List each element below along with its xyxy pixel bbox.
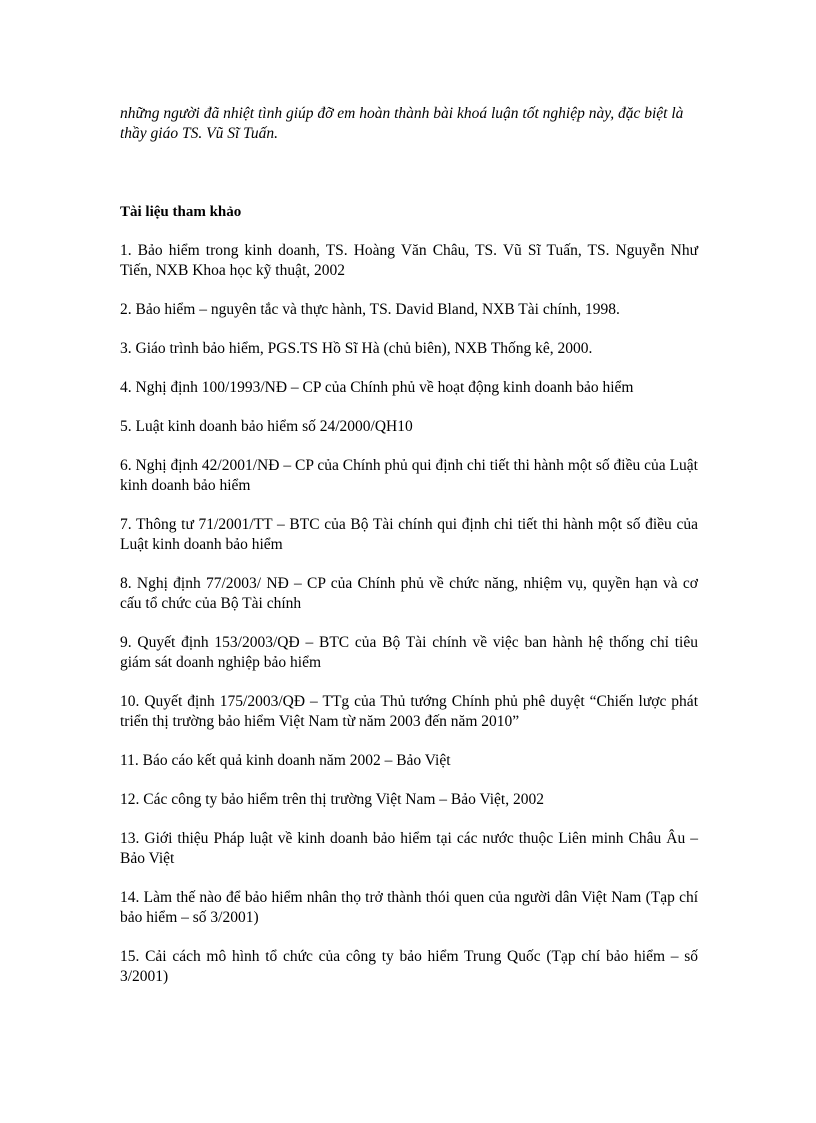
reference-item-5: 5. Luật kinh doanh bảo hiểm số 24/2000/QH10 bbox=[120, 418, 413, 435]
reference-item-1: 1. Bảo hiểm trong kinh doanh, TS. Hoàng Văn Châu, TS. Vũ Sĩ Tuấn, TS. Nguyễn Như Tiến, NXB Khoa học kỹ thuật, 2002 bbox=[120, 242, 698, 279]
reference-item-8: 8. Nghị định 77/2003/ NĐ – CP của Chính phủ về chức năng, nhiệm vụ, quyền hạn và cơ cấu tổ chức của Bộ Tài chính bbox=[120, 575, 698, 612]
reference-item-10: 10. Quyết định 175/2003/QĐ – TTg của Thủ tướng Chính phủ phê duyệt “Chiến lược phát triển thị trường bảo hiểm Việt Nam từ năm 2003 đến năm 2010” bbox=[120, 693, 698, 730]
reference-item-9: 9. Quyết định 153/2003/QĐ – BTC của Bộ Tài chính về việc ban hành hệ thống chỉ tiêu giám sát doanh nghiệp bảo hiểm bbox=[120, 634, 698, 671]
reference-item-2: 2. Bảo hiểm – nguyên tắc và thực hành, TS. David Bland, NXB Tài chính, 1998. bbox=[120, 301, 620, 318]
reference-item-11: 11. Báo cáo kết quả kinh doanh năm 2002 – Bảo Việt bbox=[120, 752, 451, 769]
reference-item-6: 6. Nghị định 42/2001/NĐ – CP của Chính phủ qui định chi tiết thi hành một số điều của Luật kinh doanh bảo hiểm bbox=[120, 457, 698, 494]
intro-paragraph: những người đã nhiệt tình giúp đỡ em hoàn thành bài khoá luận tốt nghiệp này, đặc biệt là thầy giáo TS. Vũ Sĩ Tuấn. bbox=[120, 105, 684, 142]
reference-item-7: 7. Thông tư 71/2001/TT – BTC của Bộ Tài chính qui định chi tiết thi hành một số điều của Luật kinh doanh bảo hiểm bbox=[120, 516, 698, 553]
references-heading: Tài liệu tham khảo bbox=[120, 204, 242, 220]
reference-item-14: 14. Làm thế nào để bảo hiểm nhân thọ trở thành thói quen của người dân Việt Nam (Tạp chí bảo hiểm – số 3/2001) bbox=[120, 889, 698, 926]
reference-item-15: 15. Cải cách mô hình tổ chức của công ty bảo hiểm Trung Quốc (Tạp chí bảo hiểm – số 3/2001) bbox=[120, 948, 698, 985]
reference-item-12: 12. Các công ty bảo hiểm trên thị trường Việt Nam – Bảo Việt, 2002 bbox=[120, 791, 544, 808]
reference-item-4: 4. Nghị định 100/1993/NĐ – CP của Chính phủ về hoạt động kinh doanh bảo hiểm bbox=[120, 379, 634, 396]
reference-item-3: 3. Giáo trình bảo hiểm, PGS.TS Hồ Sĩ Hà (chủ biên), NXB Thống kê, 2000. bbox=[120, 340, 593, 357]
references-list bbox=[120, 241, 698, 1006]
reference-item-13: 13. Giới thiệu Pháp luật về kinh doanh bảo hiểm tại các nước thuộc Liên minh Châu Âu – Bảo Việt bbox=[120, 830, 698, 867]
